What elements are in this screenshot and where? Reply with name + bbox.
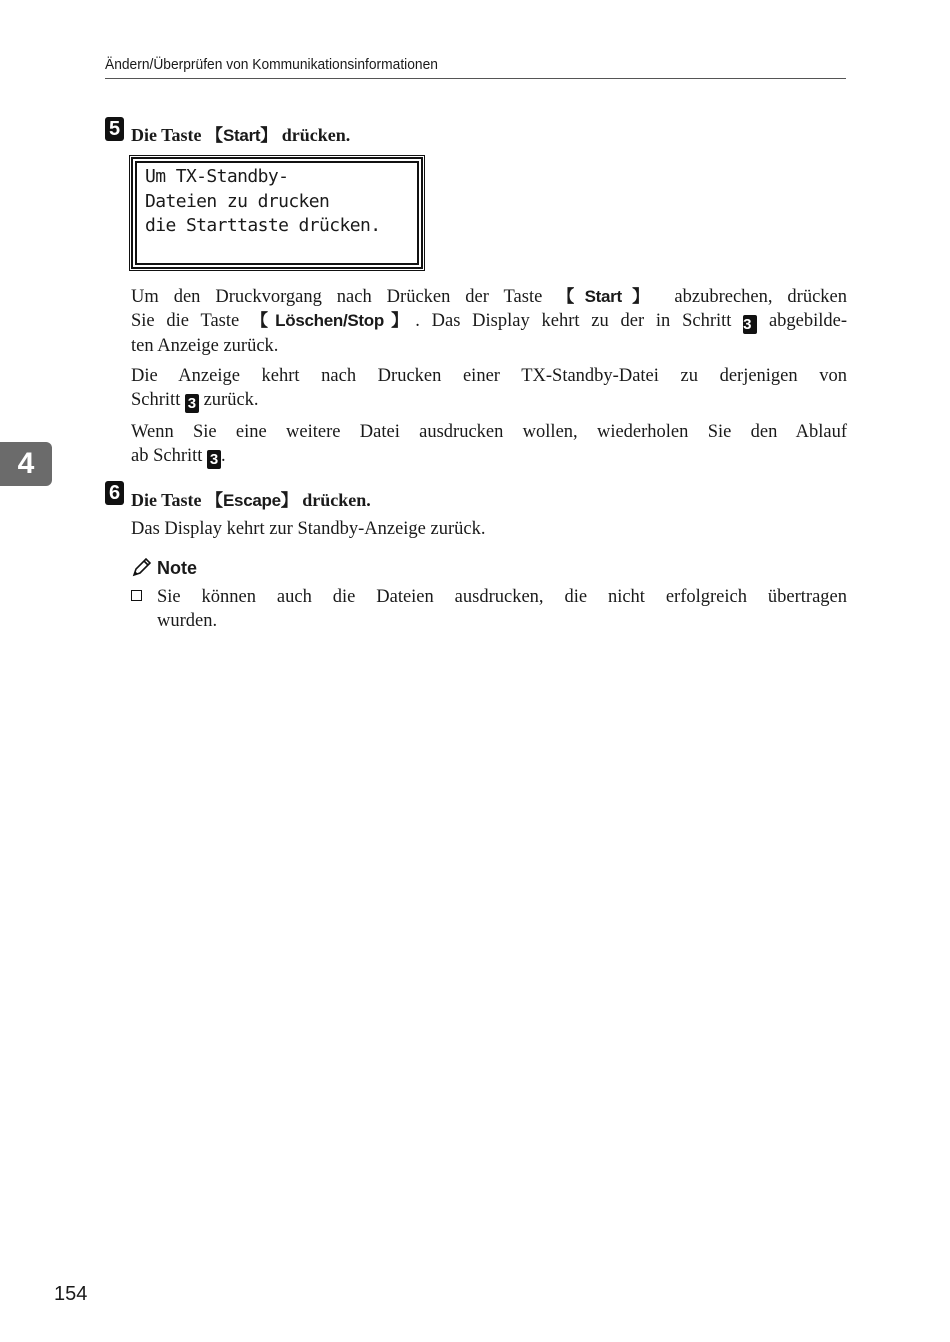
paragraph-line: Die Anzeige kehrt nach Drucken einer TX-Standby-Datei zu derjenigen von [131, 366, 847, 386]
paragraph-line [131, 388, 847, 413]
paragraph-cancel [131, 285, 847, 358]
step-5-badge: 5 [105, 117, 124, 141]
key-bracket-open: 【 [557, 287, 585, 307]
paragraph-line [131, 444, 847, 469]
escape-key-label: Escape [223, 491, 281, 510]
key-bracket-close: 】 [260, 126, 278, 146]
paragraph-line [131, 285, 847, 309]
lcd-line-1: Um TX-Standby- [145, 166, 289, 187]
text-run: . Das Display kehrt zu der in Schritt [415, 311, 744, 331]
text-run: . [221, 446, 226, 466]
note-item-text [157, 585, 847, 633]
key-bracket-open: 【 [206, 126, 224, 146]
lcd-line-3: die Starttaste drücken. [145, 215, 381, 236]
key-bracket-close: 】 [383, 311, 416, 331]
step-6-body: Das Display kehrt zur Standby-Anzeige zurück. [131, 519, 486, 539]
step-5-title [131, 121, 350, 146]
key-bracket-close: 】 [280, 491, 298, 511]
note-heading [131, 556, 197, 583]
paragraph-line: ten Anzeige zurück. [131, 336, 279, 356]
step-3-ref-badge: 3 [743, 315, 757, 334]
note-heading-label: Note [157, 558, 197, 578]
lcd-display [131, 157, 423, 269]
lcd-line-2: Dateien zu drucken [145, 191, 330, 212]
text-run: abgebilde- [757, 311, 848, 331]
step-5-title-before: Die Taste [131, 125, 202, 145]
key-bracket-open: 【 [251, 311, 276, 331]
step-6-title-before: Die Taste [131, 490, 202, 510]
page-number: 154 [54, 1283, 88, 1305]
chapter-tab: 4 [0, 442, 52, 486]
key-bracket-close: 】 [621, 287, 660, 307]
text-run: ab Schritt [131, 446, 208, 466]
step-3-ref-badge: 3 [207, 450, 221, 469]
step-6-title [131, 486, 371, 511]
step-3-ref-badge: 3 [185, 394, 199, 413]
text-run: zurück. [198, 390, 259, 410]
start-key-label: Start [223, 126, 261, 145]
paragraph-repeat [131, 420, 847, 469]
start-key-label: Start [584, 287, 622, 306]
paragraph-line [131, 309, 847, 334]
note-line: Sie können auch die Dateien ausdrucken, die nicht erfolgreich übertragen [157, 587, 847, 607]
text-run: Um den Druckvorgang nach Drücken der Taste [131, 287, 558, 307]
step-6-badge: 6 [105, 481, 124, 505]
checkbox-bullet-icon [131, 590, 142, 601]
text-run: Sie die Taste [131, 311, 251, 331]
step-6-title-after: drücken. [302, 490, 371, 510]
paragraph-line: Wenn Sie eine weitere Datei ausdrucken wollen, wiederholen Sie den Ablauf [131, 422, 847, 442]
pencil-icon [131, 556, 153, 583]
header-divider [105, 78, 846, 79]
step-5-title-after: drücken. [281, 125, 351, 145]
paragraph-return [131, 364, 847, 413]
running-header: Ändern/Überprüfen von Kommunikationsinformationen [105, 56, 438, 73]
text-run: Schritt [131, 390, 185, 410]
clear-stop-key-label: Löschen/Stop [275, 311, 384, 330]
note-line: wurden. [157, 611, 218, 631]
text-run: abzubrechen, drücken [659, 287, 848, 307]
key-bracket-open: 【 [206, 491, 224, 511]
